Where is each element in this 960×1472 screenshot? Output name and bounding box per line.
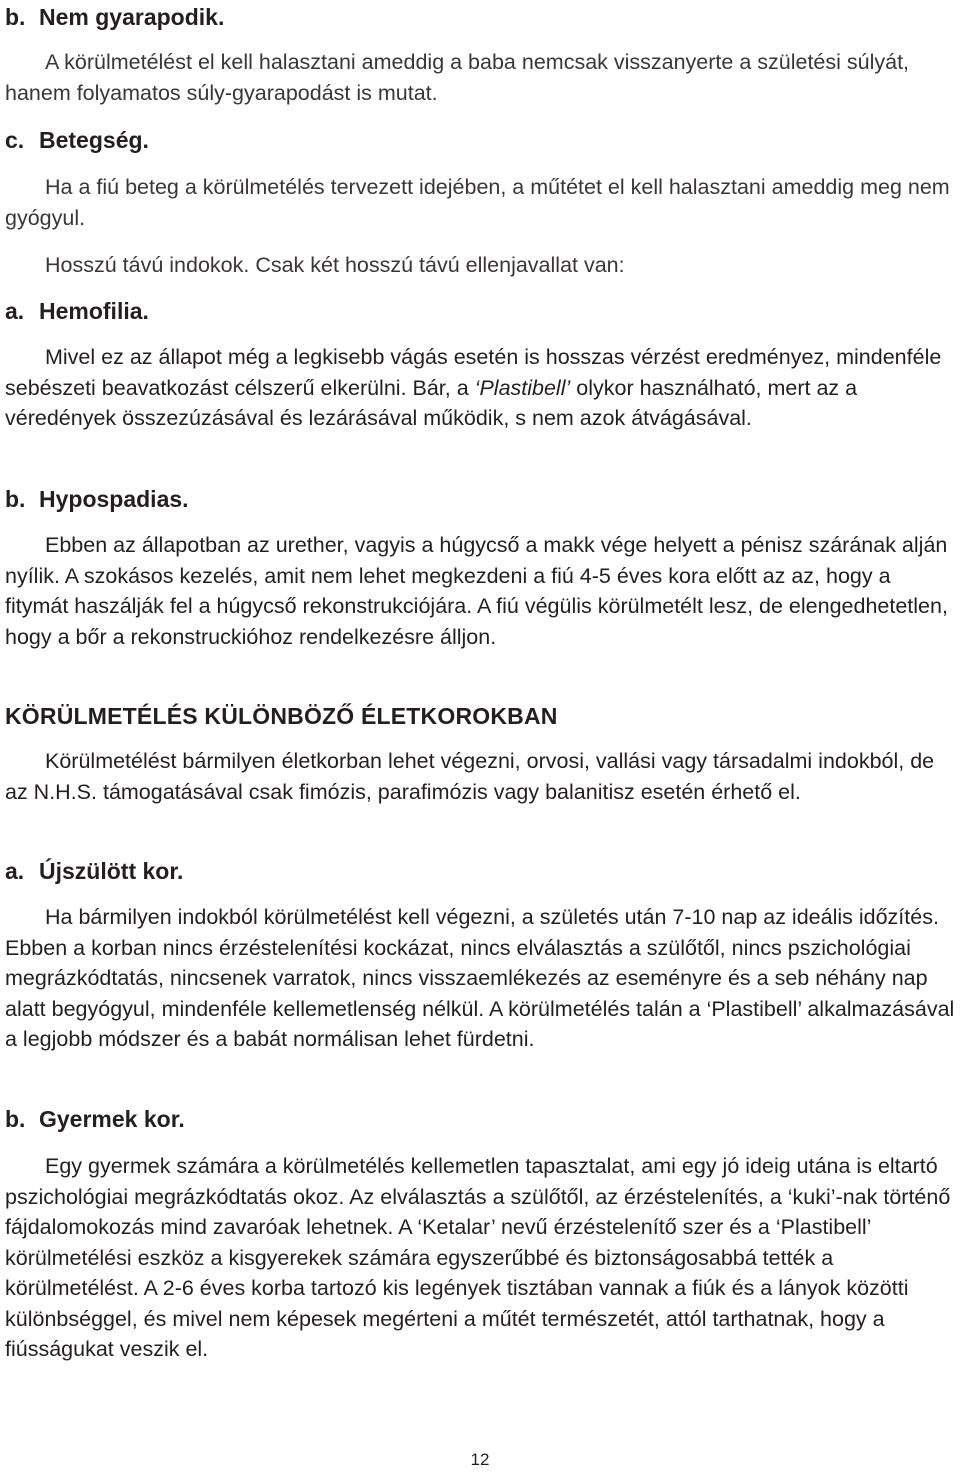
- paragraph-hemofilia: [5, 342, 957, 434]
- heading-b-gyermek-kor: [5, 1104, 957, 1134]
- section-heading: KÖRÜLMETÉLÉS KÜLÖNBÖZŐ ÉLETKOROKBAN: [5, 703, 558, 729]
- item-title: Betegség.: [39, 127, 149, 153]
- item-title: Nem gyarapodik.: [39, 4, 225, 30]
- item-title: Hemofilia.: [39, 298, 149, 324]
- heading-c-betegseg: [5, 125, 957, 155]
- item-label: b.: [5, 4, 26, 30]
- item-title: Újszülött kor.: [39, 858, 184, 884]
- item-label: a.: [5, 858, 25, 884]
- paragraph-betegseg: Ha a fiú beteg a körülmetélés tervezett idejében, a műtétet el kell halasztani ameddig meg nem gyógyul.: [5, 175, 950, 230]
- paragraph-text: olykor használható, mert az a véredények összezúzásával és lezárásával működik, s nem azok átvágásával.: [5, 375, 858, 430]
- paragraph-text: Mivel ez az állapot még a legkisebb vágás esetén is hosszas vérzést eredményez, mindenféle sebészeti beavatkozást célszerű elkerülni. Bár, a: [5, 345, 942, 400]
- heading-b-nem-gyarapodik: [5, 2, 957, 32]
- item-label: b.: [5, 1106, 26, 1132]
- heading-a-hemofilia: [5, 296, 957, 326]
- heading-a-ujszulott-kor: [5, 856, 957, 886]
- paragraph-gyermek-kor: Egy gyermek számára a körülmetélés kellemetlen tapasztalat, ami egy jó ideig utána is eltartó pszichológiai megrázkódtatás okoz. Az elválasztás a szülőtől, az érzéstelenítés, a ‘kuki’-nak történő fájdalomokozás mind zavaróak lehetnek. A ‘Ketalar’ nevű érzéstelenítő szer és a ‘Plastibell’ körülmetélési eszköz a kisgyerekek számára egyszerűbbé és biztonságosabbá tették a körülmetélést. A 2-6 éves korba tartozó kis legények tisztában vannak a fiúk és a lányok közötti különbséggel, és mivel nem képesek megérteni a műtét természetét, attól tarthatnak, hogy a fiússágukat veszik el.: [5, 1154, 951, 1361]
- paragraph-long-term-intro: Hosszú távú indokok. Csak két hosszú távú ellenjavallat van:: [45, 253, 625, 277]
- heading-b-hypospadias: [5, 484, 957, 514]
- paragraph-section-intro: Körülmetélést bármilyen életkorban lehet végezni, orvosi, vallási vagy társadalmi indokból, de az N.H.S. támogatásával csak fimózis, parafimózis vagy balanitisz esetén érhető el.: [5, 749, 935, 804]
- paragraph-hypospadias: Ebben az állapotban az urether, vagyis a húgycső a makk vége helyett a pénisz szárának alján nyílik. A szokásos kezelés, amit nem lehet megkezdeni a fiú 4-5 éves kora előtt az az, hogy a fitymát haszálják fel a húgycső rekonstrukciójára. A fiú végülis körülmetélt lesz, de elengedhetetlen, hogy a bőr a rekonstruckióhoz rendelkezésre álljon.: [5, 533, 948, 649]
- item-title: Gyermek kor.: [39, 1106, 185, 1132]
- paragraph-nem-gyarapodik: A körülmetélést el kell halasztani ameddig a baba nemcsak visszanyerte a születési súlyát, hanem folyamatos súly-gyarapodást is mutat.: [5, 50, 910, 105]
- item-label: c.: [5, 127, 25, 153]
- plastibell-italic: ‘Plastibell’: [474, 375, 571, 400]
- page-number: 12: [470, 1450, 490, 1469]
- paragraph-ujszulott-kor: Ha bármilyen indokból körülmetélést kell végezni, a születés után 7-10 nap az ideális időzítés. Ebben a korban nincs érzéstelenítési kockázat, nincs elválasztás a szülőtől, nincs pszichológiai megrázkódtatás, nincsenek varratok, nincs visszaemlékezés az eseményre és a seb néhány nap alatt begyógyul, mindenféle kellemetlenség nélkül. A körülmetélés talán a ‘Plastibell’ alkalmazásával a legjobb módszer és a babát normálisan lehet fürdetni.: [5, 905, 955, 1051]
- item-label: a.: [5, 298, 25, 324]
- item-title: Hypospadias.: [39, 486, 189, 512]
- item-label: b.: [5, 486, 26, 512]
